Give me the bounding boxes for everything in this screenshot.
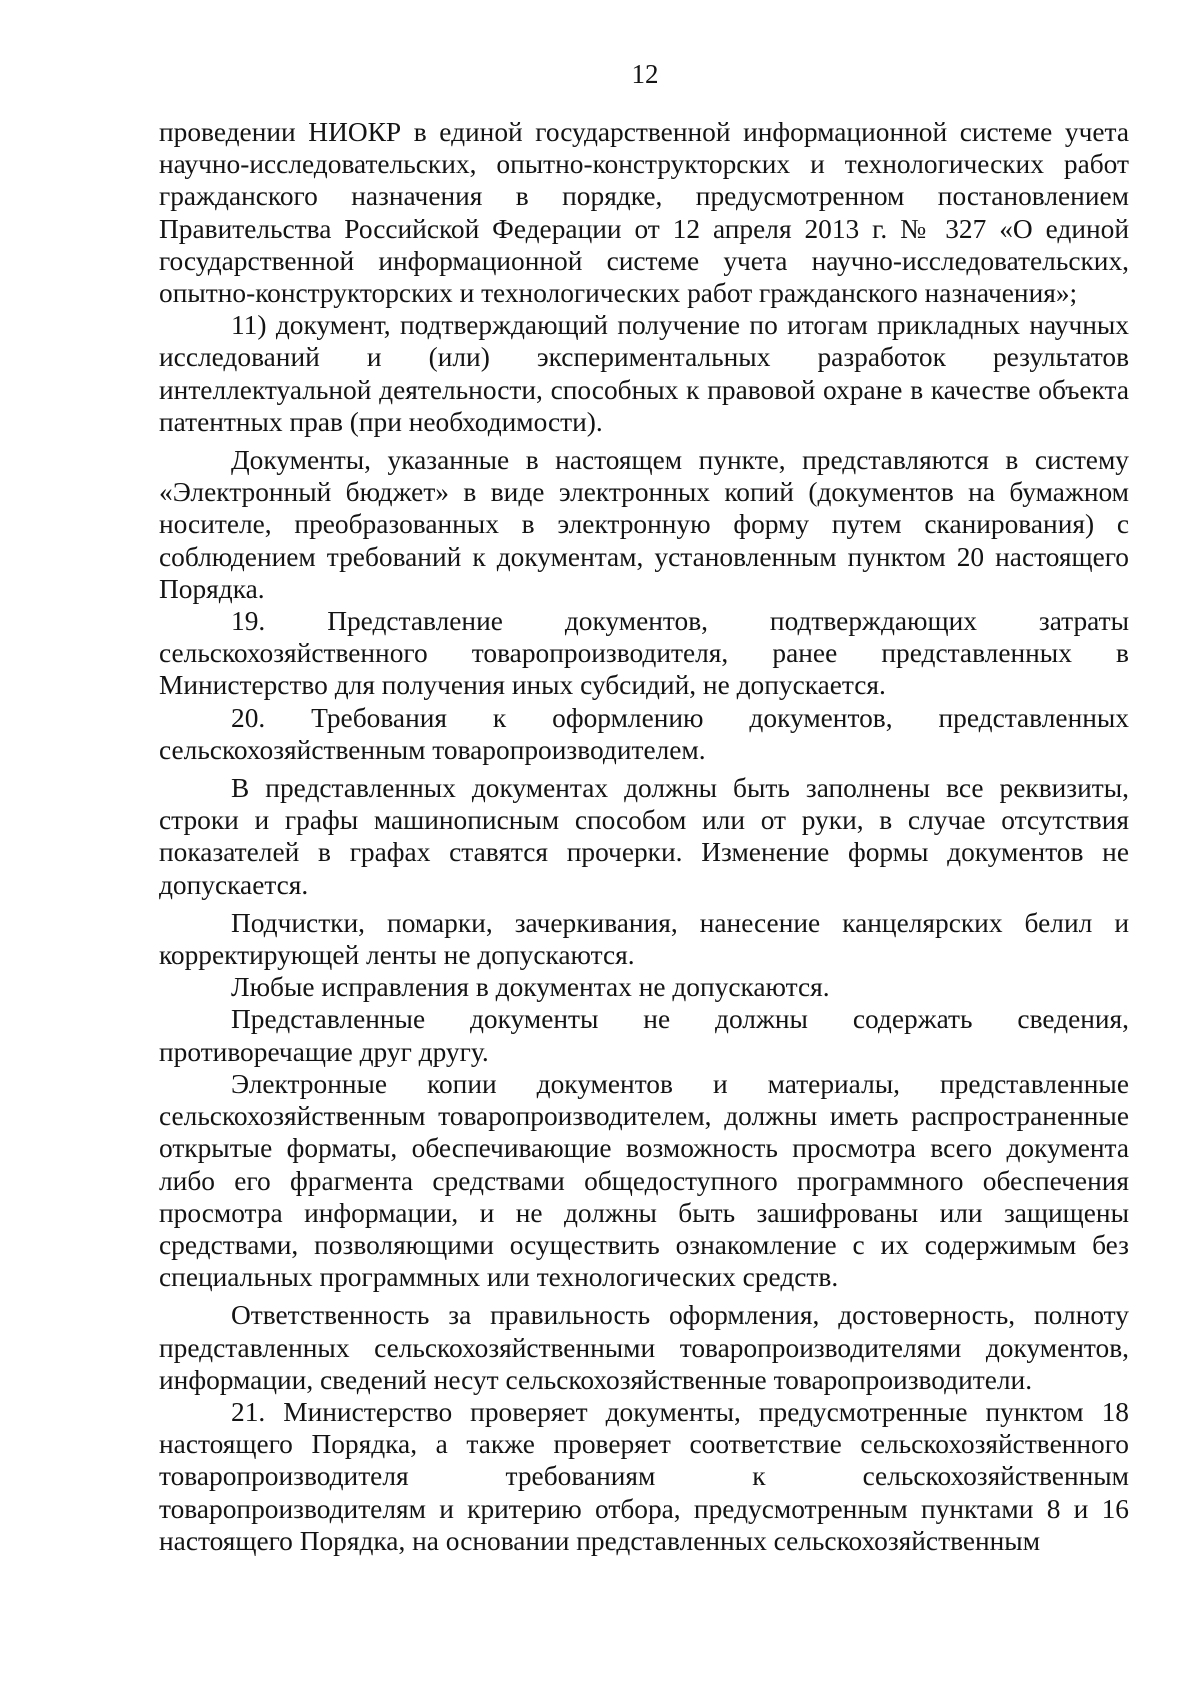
paragraph-responsibility: Ответственность за правильность оформления, достоверность, полноту представленных сельскохозяйственными товаропроизводителями документов, информации, сведений несут сельскохозяйственные товаропроизводители.: [159, 1300, 1129, 1395]
document-body: [159, 116, 1129, 1557]
paragraph-item-11: 11) документ, подтверждающий получение по итогам прикладных научных исследований и (или) экспериментальных разработок результатов интеллектуальной деятельности, способных к правовой охране в качестве объекта патентных прав (при необходимости).: [159, 310, 1129, 437]
paragraph-clause-21: 21. Министерство проверяет документы, предусмотренные пунктом 18 настоящего Порядка, а также проверяет соответствие сельскохозяйственного товаропроизводителя требованиям к сельскохозяйственным товаропроизводителям и критерию отбора, предусмотренным пунктами 8 и 16 настоящего Порядка, на основании представленных сельскохозяйственным: [159, 1396, 1129, 1556]
paragraph-continuation: проведении НИОКР в единой государственной информационной системе учета научно-исследовательских, опытно-конструкторских и технологических работ гражданского назначения в порядке, предусмотренном постановлением Правительства Российской Федерации от 12 апреля 2013 г. № 327 «О единой государственной информационной системе учета научно-исследовательских, опытно-конструкторских и технологических работ гражданского назначения»;: [159, 117, 1129, 309]
paragraph-electronic-copies: Электронные копии документов и материалы, представленные сельскохозяйственным товаропроизводителем, должны иметь распространенные открытые форматы, обеспечивающие возможность просмотра всего документа либо его фрагмента средствами общедоступного программного обеспечения просмотра информации, и не должны быть зашифрованы или защищены средствами, позволяющими осуществить ознакомление с их содержимым без специальных программных или технологических средств.: [159, 1068, 1129, 1293]
paragraph-clause-19: 19. Представление документов, подтверждающих затраты сельскохозяйственного товаропроизводителя, ранее представленных в Министерство для получения иных субсидий, не допускается.: [159, 606, 1129, 701]
paragraph-contradictions: Представленные документы не должны содержать сведения, противоречащие друг другу.: [159, 1004, 1129, 1067]
paragraph-documents-submission: Документы, указанные в настоящем пункте, представляются в систему «Электронный бюджет» в виде электронных копий (документов на бумажном носителе, преобразованных в электронную форму путем сканирования) с соблюдением требований к документам, установленным пунктом 20 настоящего Порядка.: [159, 445, 1129, 604]
page-number: 12: [631, 59, 659, 89]
paragraph-requisites: В представленных документах должны быть заполнены все реквизиты, строки и графы машинописным способом или от руки, в случае отсутствия показателей в графах ставятся прочерки. Изменение формы документов не допускается.: [159, 773, 1129, 900]
paragraph-corrections: Любые исправления в документах не допускаются.: [231, 972, 830, 1003]
paragraph-erasures: Подчистки, помарки, зачеркивания, нанесение канцелярских белил и корректирующей ленты не допускаются.: [159, 907, 1129, 971]
paragraph-clause-20: 20. Требования к оформлению документов, представленных сельскохозяйственным товаропроизводителем.: [159, 702, 1129, 765]
